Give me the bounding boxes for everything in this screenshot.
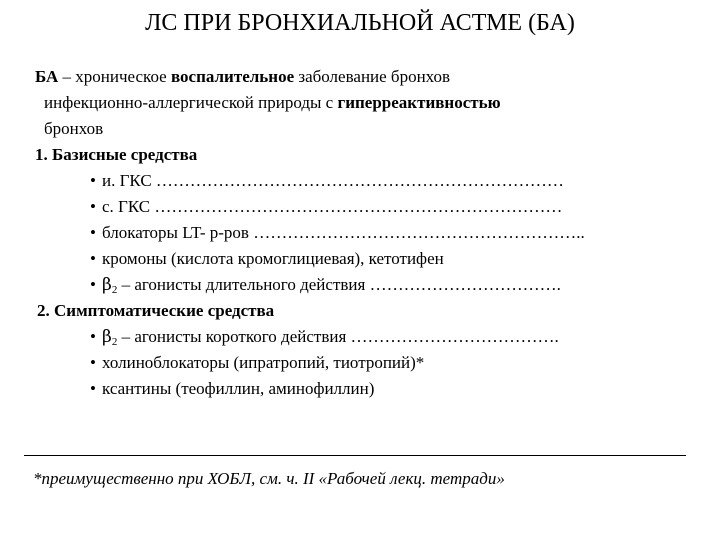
list-item xyxy=(35,194,705,220)
slide-body xyxy=(35,64,705,402)
definition-bold-inflammatory: воспалительное xyxy=(170,67,295,86)
list-item xyxy=(35,220,705,246)
list-item xyxy=(35,168,705,194)
definition-text-1: – хроническое xyxy=(58,67,171,86)
bullet-icon: • xyxy=(90,275,96,294)
beta-subscript: 2 xyxy=(111,284,118,296)
list-item-text: ксантины (теофиллин, аминофиллин) xyxy=(102,379,375,398)
definition-text-3: инфекционно-аллергической природы с xyxy=(44,93,338,112)
section2-heading: 2. Симптоматические средства xyxy=(37,301,275,320)
bullet-icon: • xyxy=(90,353,96,372)
definition-line-2 xyxy=(35,90,705,116)
list-item-text: и. ГКС ……………………………………………………………… xyxy=(102,171,564,190)
list-item xyxy=(35,376,705,402)
slide-title: ЛС ПРИ БРОНХИАЛЬНОЙ АСТМЕ (БА) xyxy=(145,10,575,36)
list-item-text: – агонисты длительного действия ……………………………. xyxy=(117,275,561,294)
bullet-icon: • xyxy=(90,223,96,242)
bullet-icon: • xyxy=(90,171,96,190)
list-item-beta2-short xyxy=(35,324,705,350)
bullet-icon: • xyxy=(90,379,96,398)
definition-line-3 xyxy=(35,116,705,142)
beta-symbol: β xyxy=(102,275,112,295)
definition-bold-hyperreactivity: гиперреактивностью xyxy=(337,93,501,112)
list-item-beta2-long xyxy=(35,272,705,298)
abbr-ba: БА xyxy=(35,67,59,86)
definition-line-1 xyxy=(35,64,705,90)
section1-heading: 1. Базисные средства xyxy=(35,145,198,164)
definition-text-4: бронхов xyxy=(44,119,104,138)
bullet-icon: • xyxy=(90,249,96,268)
list-item-text: с. ГКС ……………………………………………………………… xyxy=(102,197,563,216)
bullet-icon: • xyxy=(90,197,96,216)
definition-text-2: заболевание бронхов xyxy=(294,67,451,86)
list-item xyxy=(35,350,705,376)
list-item-text: блокаторы LT- р-ров ………………………………………………….. xyxy=(102,223,585,242)
list-item-text: холиноблокаторы (ипратропий, тиотропий)* xyxy=(102,353,425,372)
footnote-divider xyxy=(24,455,686,456)
footnote: *преимущественно при ХОБЛ, см. ч. II «Рабочей лекц. тетради» xyxy=(33,469,505,488)
list-item-text: – агонисты короткого действия ………………………………. xyxy=(117,327,559,346)
list-item-text: кромоны (кислота кромоглициевая), кетотифен xyxy=(102,249,444,268)
beta-symbol: β xyxy=(102,327,112,347)
bullet-icon: • xyxy=(90,327,96,346)
beta-subscript: 2 xyxy=(111,336,118,348)
list-item xyxy=(35,246,705,272)
